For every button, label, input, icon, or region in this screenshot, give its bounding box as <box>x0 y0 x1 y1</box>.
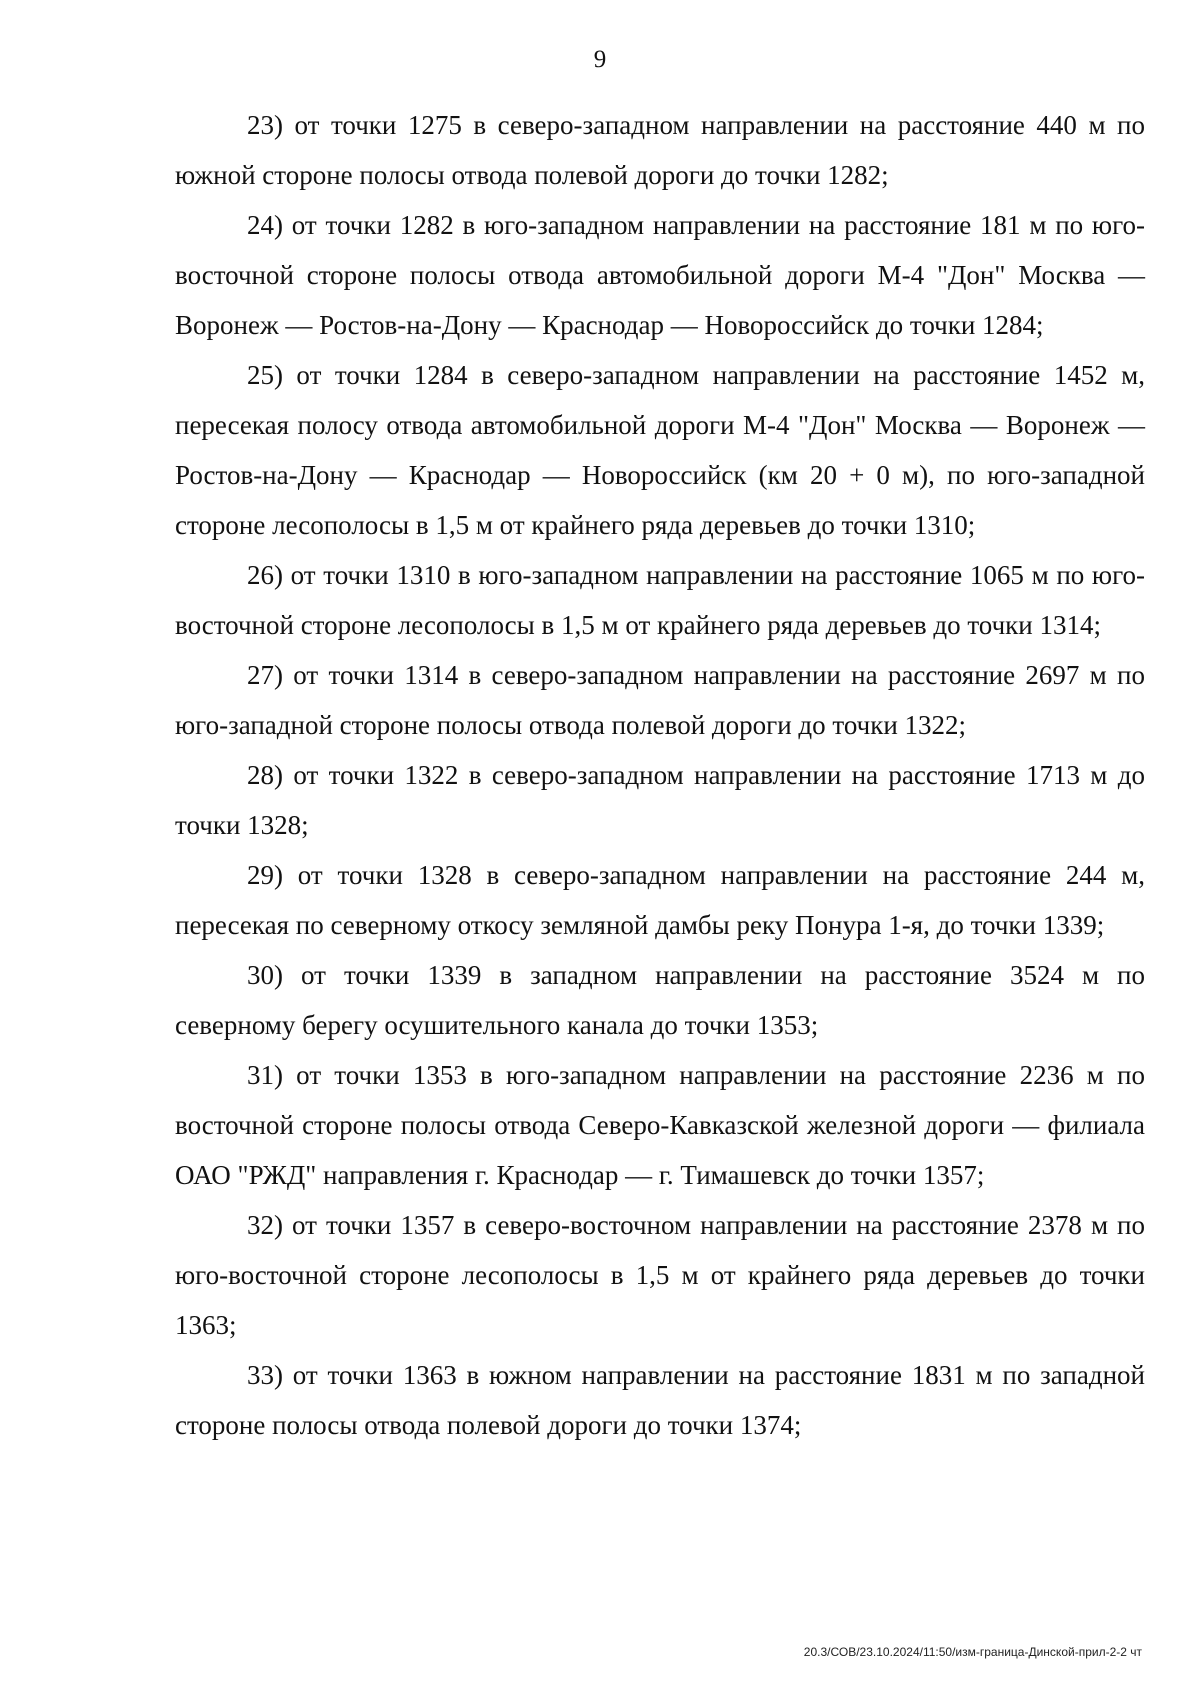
document-footer-code: 20.3/СОВ/23.10.2024/11:50/изм-граница-Динской-прил-2-2 чт <box>803 1645 1142 1659</box>
list-item: 24) от точки 1282 в юго-западном направлении на расстояние 181 м по юго-восточной стороне полосы отвода автомобильной дороги М-4 "Дон" Москва — Воронеж — Ростов-на-Дону — Краснодар — Новороссийск до точки 1284; <box>175 210 1145 340</box>
list-item: 28) от точки 1322 в северо-западном направлении на расстояние 1713 м до точки 1328; <box>175 760 1145 840</box>
document-body <box>175 100 1145 1450</box>
list-item: 26) от точки 1310 в юго-западном направлении на расстояние 1065 м по юго-восточной стороне лесополосы в 1,5 м от крайнего ряда деревьев до точки 1314; <box>175 560 1145 640</box>
list-item: 33) от точки 1363 в южном направлении на расстояние 1831 м по западной стороне полосы отвода полевой дороги до точки 1374; <box>175 1360 1145 1440</box>
list-item: 32) от точки 1357 в северо-восточном направлении на расстояние 2378 м по юго-восточной стороне лесополосы в 1,5 м от крайнего ряда деревьев до точки 1363; <box>175 1210 1145 1340</box>
list-item: 25) от точки 1284 в северо-западном направлении на расстояние 1452 м, пересекая полосу отвода автомобильной дороги М-4 "Дон" Москва — Воронеж — Ростов-на-Дону — Краснодар — Новороссийск (км 20 + 0 м), по юго-западной стороне лесополосы в 1,5 м от крайнего ряда деревьев до точки 1310; <box>175 360 1145 540</box>
list-item: 27) от точки 1314 в северо-западном направлении на расстояние 2697 м по юго-западной стороне полосы отвода полевой дороги до точки 1322; <box>175 660 1145 740</box>
list-item: 29) от точки 1328 в северо-западном направлении на расстояние 244 м, пересекая по северному откосу земляной дамбы реку Понура 1-я, до точки 1339; <box>175 860 1145 940</box>
list-item: 30) от точки 1339 в западном направлении на расстояние 3524 м по северному берегу осушительного канала до точки 1353; <box>175 960 1145 1040</box>
list-item: 23) от точки 1275 в северо-западном направлении на расстояние 440 м по южной стороне полосы отвода полевой дороги до точки 1282; <box>175 110 1145 190</box>
page-number: 9 <box>593 46 607 73</box>
list-item: 31) от точки 1353 в юго-западном направлении на расстояние 2236 м по восточной стороне полосы отвода Северо-Кавказской железной дороги — филиала ОАО "РЖД" направления г. Краснодар — г. Тимашевск до точки 1357; <box>175 1060 1145 1190</box>
